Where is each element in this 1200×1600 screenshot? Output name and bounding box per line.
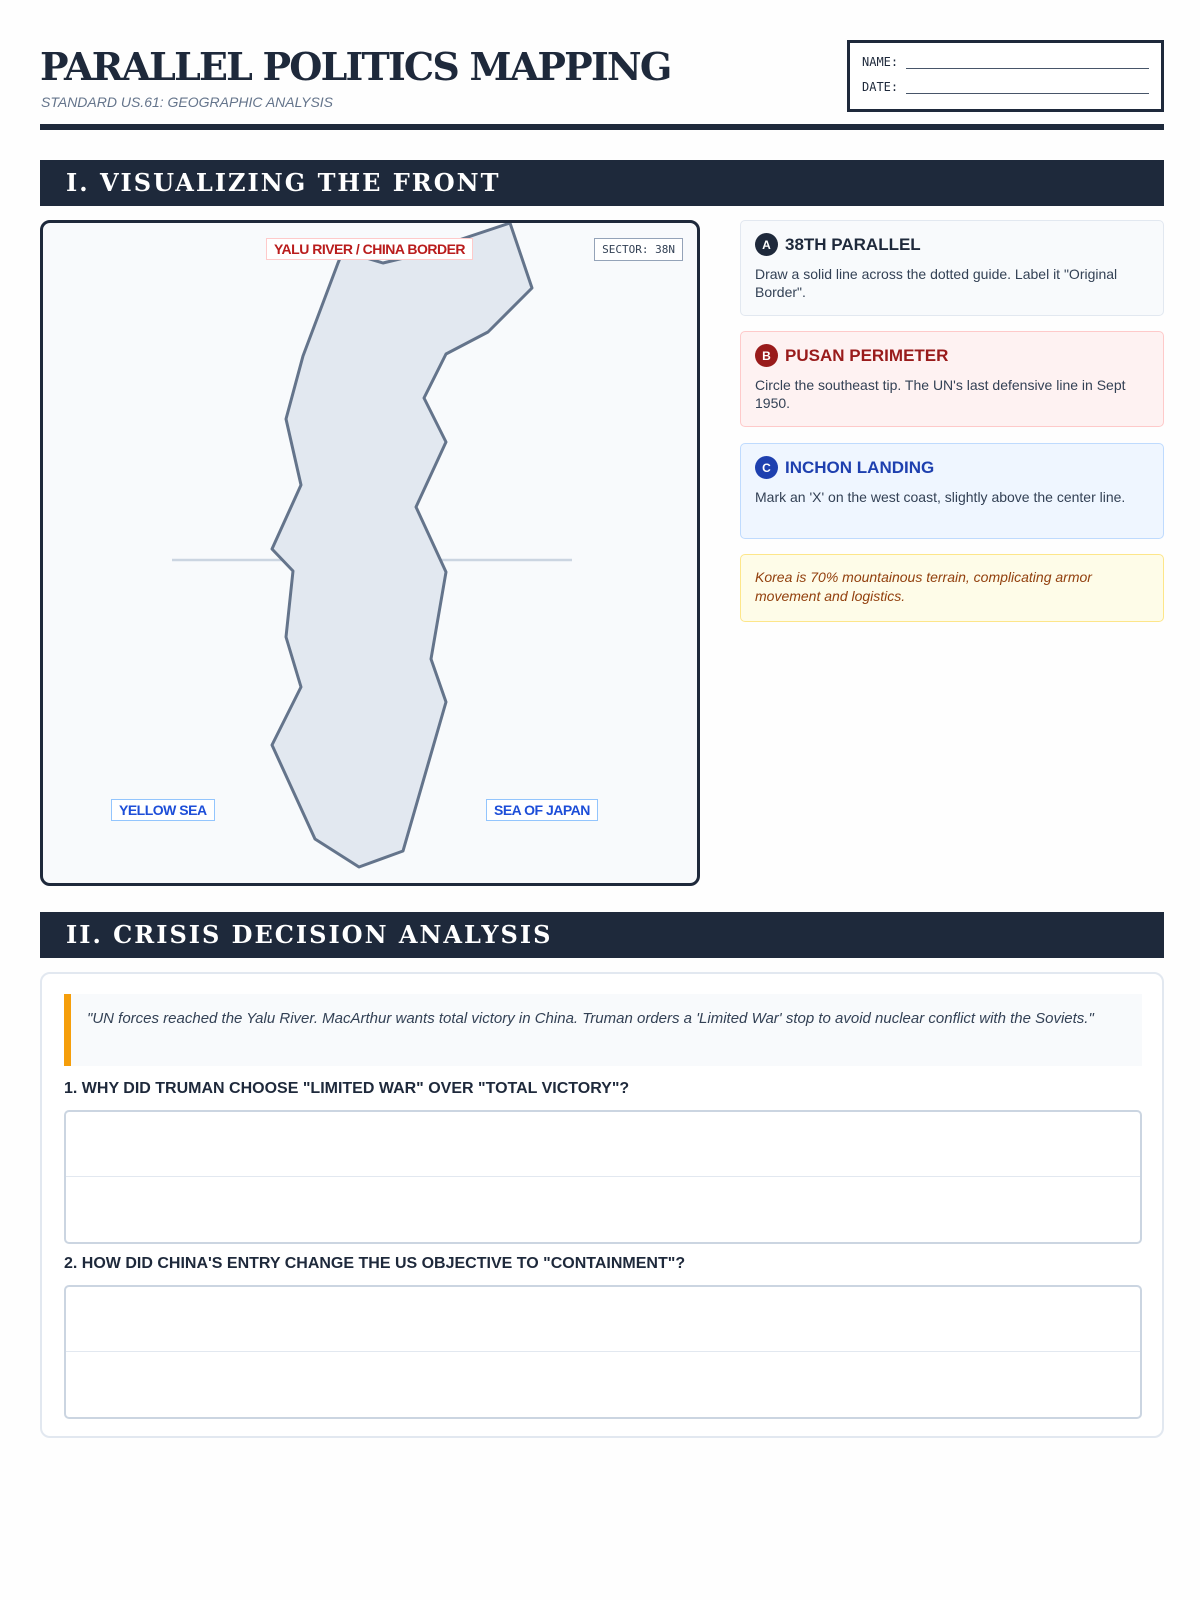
- yalu-river-label: YALU RIVER / CHINA BORDER: [266, 238, 473, 260]
- student-id-box: [847, 40, 1164, 112]
- task-card-pusan-perimeter: [740, 331, 1164, 427]
- task-description: Draw a solid line across the dotted guide. Label it "Original Border".: [755, 266, 1118, 300]
- page-subtitle: STANDARD US.61: GEOGRAPHIC ANALYSIS: [41, 94, 334, 110]
- sector-indicator: SECTOR: 38N: [594, 238, 683, 261]
- answer-box-2[interactable]: [64, 1285, 1142, 1419]
- task-description: Mark an 'X' on the west coast, slightly above the center line.: [755, 489, 1126, 505]
- scenario-quote: "UN forces reached the Yalu River. MacArthur wants total victory in China. Truman orders a 'Limited War' stop to avoid nuclear conflict with the Soviets.": [64, 994, 1142, 1066]
- task-title: 38TH PARALLEL: [785, 234, 921, 254]
- name-field[interactable]: [906, 59, 1149, 69]
- answer-line: [66, 1176, 1140, 1177]
- sea-of-japan-label: SEA OF JAPAN: [486, 799, 598, 821]
- task-description: Circle the southeast tip. The UN's last defensive line in Sept 1950.: [755, 377, 1126, 411]
- terrain-note: Korea is 70% mountainous terrain, complicating armor movement and logistics.: [740, 554, 1164, 622]
- date-row[interactable]: [862, 80, 1149, 94]
- task-card-38th-parallel: [740, 220, 1164, 316]
- section-heading-crisis: II. CRISIS DECISION ANALYSIS: [40, 912, 1164, 958]
- task-card-inchon-landing: [740, 443, 1164, 539]
- name-label: NAME:: [862, 55, 899, 69]
- date-field[interactable]: [906, 84, 1149, 94]
- badge-a-icon: A: [755, 233, 778, 256]
- peninsula-outline[interactable]: [43, 223, 700, 886]
- worksheet-header: [40, 40, 1164, 132]
- question-2: 2. HOW DID CHINA'S ENTRY CHANGE THE US OBJECTIVE TO "CONTAINMENT"?: [64, 1255, 686, 1272]
- badge-c-icon: C: [755, 456, 778, 479]
- peninsula-shape: [272, 223, 532, 867]
- task-title: PUSAN PERIMETER: [785, 345, 949, 365]
- page-title: PARALLEL POLITICS MAPPING: [40, 44, 671, 89]
- question-1: 1. WHY DID TRUMAN CHOOSE "LIMITED WAR" OVER "TOTAL VICTORY"?: [64, 1080, 630, 1097]
- section-heading-front: I. VISUALIZING THE FRONT: [40, 160, 1164, 206]
- answer-line: [66, 1351, 1140, 1352]
- header-divider: [40, 124, 1164, 130]
- date-label: DATE:: [862, 80, 899, 94]
- answer-box-1[interactable]: [64, 1110, 1142, 1244]
- crisis-analysis-panel: [40, 972, 1164, 1438]
- badge-b-icon: B: [755, 344, 778, 367]
- name-row[interactable]: [862, 55, 1149, 69]
- yellow-sea-label: YELLOW SEA: [111, 799, 215, 821]
- korea-map[interactable]: [40, 220, 700, 886]
- task-title: INCHON LANDING: [785, 457, 935, 477]
